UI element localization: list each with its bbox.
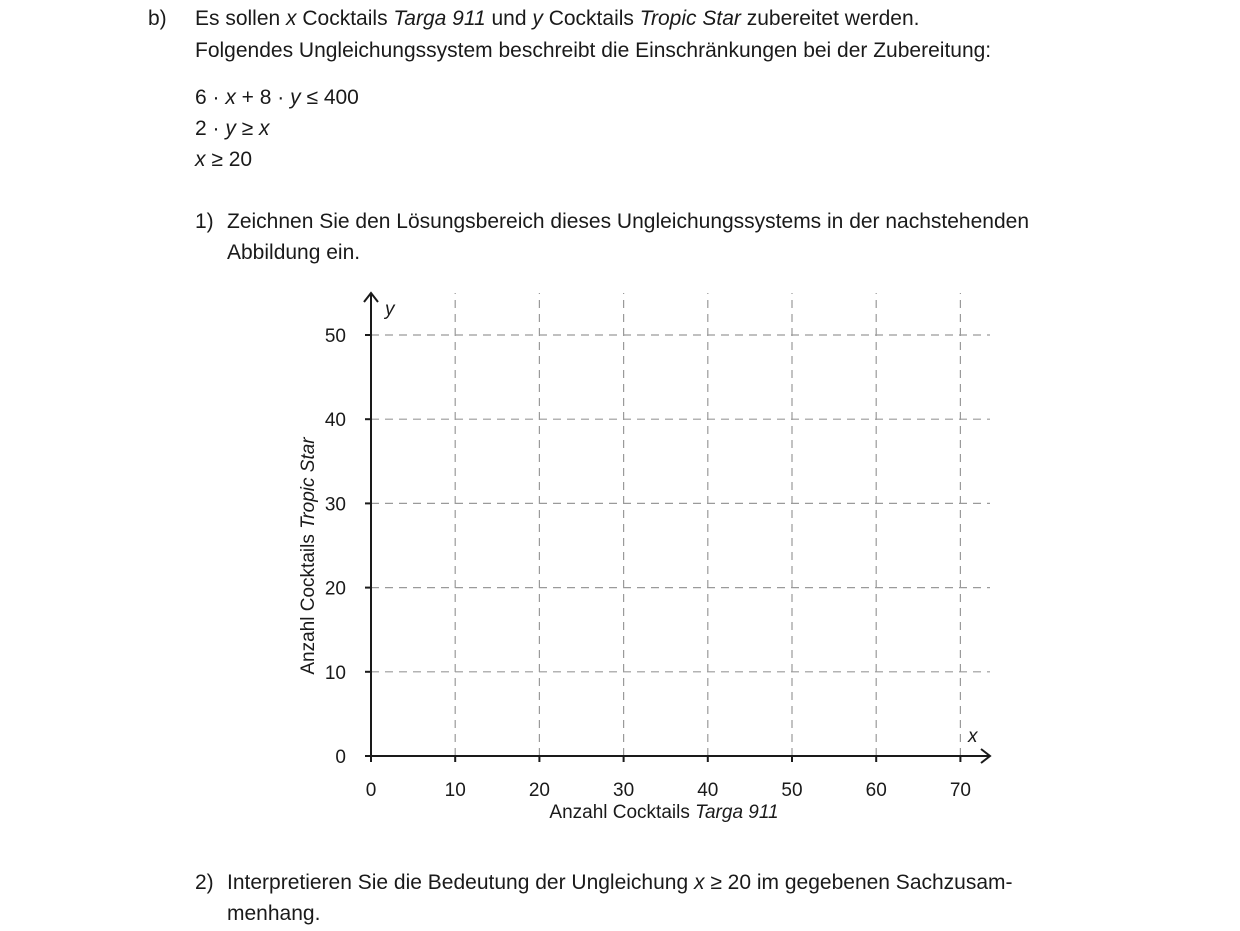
question-2-number: 2) (195, 871, 214, 894)
x-axis-label: Anzahl Cocktails Targa 911 (549, 802, 779, 823)
y-tick-label: 0 (335, 747, 346, 768)
inequality-2: 2 · y ≥ x (195, 117, 270, 140)
x-axis-variable: x (968, 726, 978, 747)
x-tick-label: 70 (949, 780, 971, 801)
y-axis-label: Anzahl Cocktails Tropic Star (298, 437, 319, 675)
question-2-text: Interpretieren Sie die Bedeutung der Ungleichung x ≥ 20 im gegebenen Sachzusam- (227, 871, 1013, 894)
question-1-text: Zeichnen Sie den Lösungsbereich dieses Ungleichungssystems in der nachstehenden (227, 210, 1030, 233)
y-tick-label: 30 (324, 494, 346, 516)
y-tick-label: 10 (324, 662, 346, 684)
y-tick-label: 50 (324, 326, 346, 347)
x-tick-label: 50 (781, 780, 803, 801)
part-label: b) (148, 7, 167, 30)
y-tick-label: 40 (324, 410, 346, 432)
y-axis-variable: y (385, 299, 395, 320)
x-tick-label: 60 (865, 780, 887, 801)
inequality-1: 6 · x + 8 · y ≤ 400 (195, 86, 359, 109)
x-tick-label: 30 (613, 780, 635, 801)
intro-text-2: Folgendes Ungleichungssystem beschreibt die Einschränkungen bei der Zubereitung: (195, 39, 992, 62)
x-tick-label: 10 (444, 780, 466, 801)
question-1-text-2: Abbildung ein. (227, 241, 361, 264)
inequality-3: x ≥ 20 (195, 148, 253, 171)
x-tick-label: 0 (365, 780, 377, 801)
x-tick-label: 40 (697, 780, 719, 801)
intro-text: Es sollen x Cocktails Targa 911 und y Cocktails Tropic Star zubereitet werden. (195, 7, 920, 30)
y-tick-label: 20 (324, 578, 346, 600)
x-tick-label: 20 (528, 780, 550, 801)
question-1-number: 1) (195, 210, 214, 233)
question-2-text-2: menhang. (227, 902, 321, 925)
